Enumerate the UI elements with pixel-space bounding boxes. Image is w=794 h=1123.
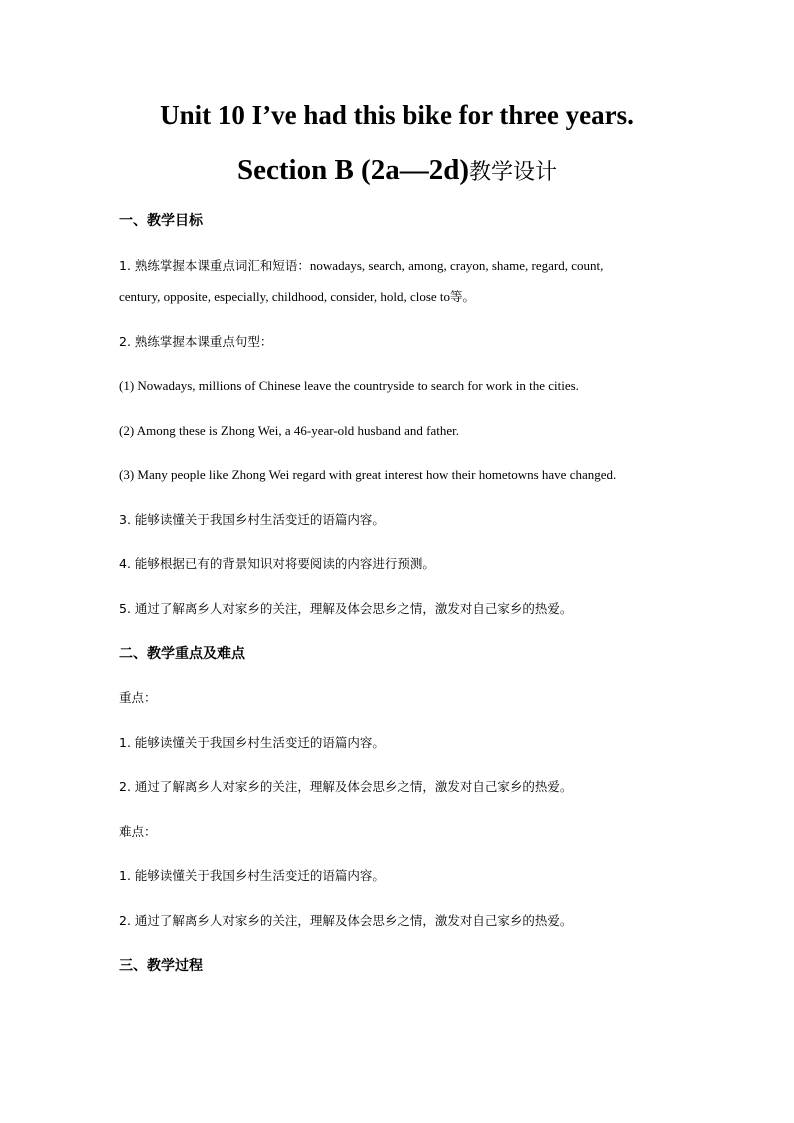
objective-item-1-cont-words: century, opposite, especially, childhood, consider, hold, close to (119, 289, 451, 304)
key-sentence-2: (2) Among these is Zhong Wei, a 46-year-old husband and father. (119, 423, 459, 438)
difficulty-1: 1. 能够读懂关于我国乡村生活变迁的语篇内容。 (119, 868, 385, 883)
objective-item-5: 5. 通过了解离乡人对家乡的关注，理解及体会思乡之情，激发对自己家乡的热爱。 (119, 601, 573, 616)
section-heading-objectives: 一、教学目标 (119, 213, 203, 229)
section-heading-process: 三、教学过程 (119, 958, 203, 974)
key-sentence-1: (1) Nowadays, millions of Chinese leave the countryside to search for work in the cities. (119, 378, 579, 393)
document-subtitle (0, 154, 794, 187)
key-point-2: 2. 通过了解离乡人对家乡的关注，理解及体会思乡之情，激发对自己家乡的热爱。 (119, 779, 573, 794)
objective-item-4: 4. 能够根据已有的背景知识对将要阅读的内容进行预测。 (119, 556, 435, 571)
subtitle-suffix: 教学设计 (468, 160, 557, 185)
objective-item-1-cont-suffix: 等。 (450, 289, 476, 304)
objective-item-1-prefix: 1. 熟练掌握本课重点词汇和短语： (119, 258, 310, 273)
key-points-label: 重点： (119, 690, 157, 705)
objective-item-2: 2. 熟练掌握本课重点句型： (119, 334, 273, 349)
document-title: Unit 10 I’ve had this bike for three years. (160, 100, 634, 130)
difficulty-2: 2. 通过了解离乡人对家乡的关注，理解及体会思乡之情，激发对自己家乡的热爱。 (119, 913, 573, 928)
objective-item-1 (119, 258, 603, 274)
subtitle-section: Section B (2a—2d) (236, 154, 469, 186)
section-heading-key-points: 二、教学重点及难点 (119, 646, 245, 662)
objective-item-1-continuation (119, 289, 475, 305)
difficulties-label: 难点： (119, 824, 157, 839)
key-point-1: 1. 能够读懂关于我国乡村生活变迁的语篇内容。 (119, 735, 385, 750)
key-sentence-3: (3) Many people like Zhong Wei regard with great interest how their hometowns have changed. (119, 467, 617, 482)
objective-item-3: 3. 能够读懂关于我国乡村生活变迁的语篇内容。 (119, 512, 385, 527)
objective-item-1-words: nowadays, search, among, crayon, shame, regard, count, (309, 258, 604, 273)
